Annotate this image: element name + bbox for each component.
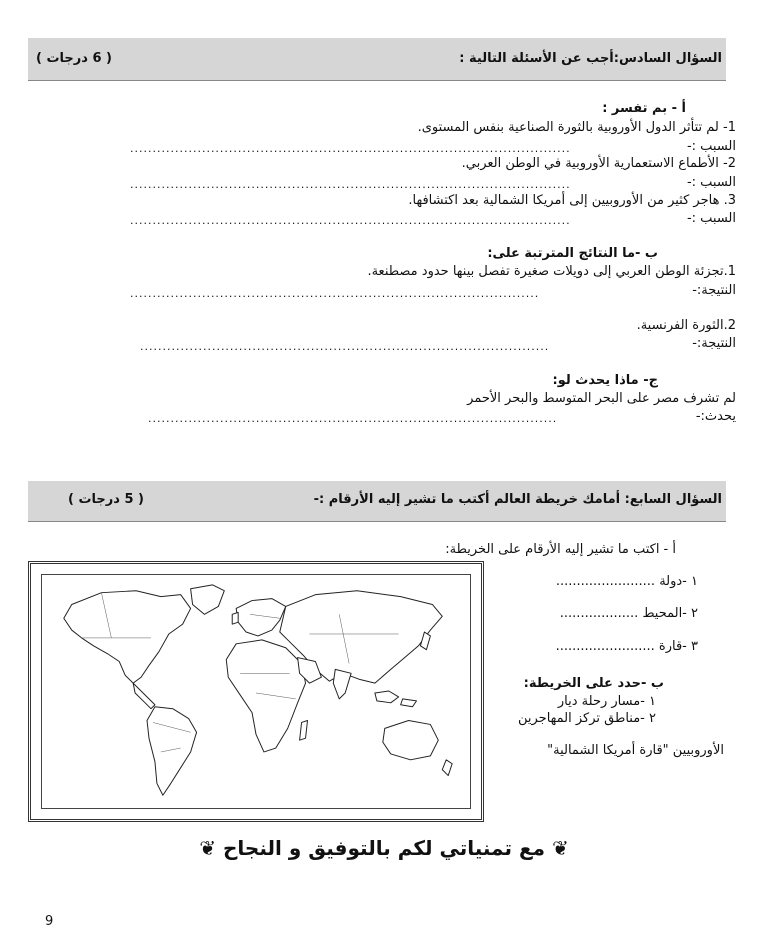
- answer-line[interactable]: ...........................................................................................: [140, 340, 550, 353]
- q7-b-item-2: ٢ -مناطق تركز المهاجرين: [517, 711, 656, 726]
- q6-b-item-1: 1.تجزئة الوطن العربي إلى دويلات صغيرة تفصل بينها حدود مصطنعة.: [367, 264, 736, 279]
- q7-header-band: [28, 481, 726, 522]
- flourish-icon: ❦: [551, 836, 569, 860]
- q6-a-item-1: 1- لم تتأثر الدول الأوروبية بالثورة الصناعية بنفس المستوى.: [417, 120, 736, 135]
- q6-b-result-1: النتيجة:-: [692, 283, 736, 298]
- q6-b-item-2: 2.الثورة الفرنسية.: [636, 318, 736, 333]
- q7-note: الأوروبيين "قارة أمريكا الشمالية": [547, 743, 724, 758]
- closing-wish-text: مع تمنياتي لكم بالتوفيق و النجاح: [222, 836, 545, 860]
- answer-line[interactable]: ...........................................................................................: [130, 287, 540, 300]
- q6-a-reason-1: السبب :-: [686, 139, 736, 154]
- q6-a-heading: أ - بم تفسر :: [602, 101, 686, 116]
- q6-b-result-2: النتيجة:-: [692, 336, 736, 351]
- q6-a-item-2: 2- الأطماع الاستعمارية الأوروبية في الوطن العربي.: [461, 156, 736, 171]
- q7-a-item-3-label: ٣ -قارة: [658, 639, 698, 654]
- page-number: 9: [45, 914, 54, 929]
- flourish-icon: ❦: [199, 836, 217, 860]
- q7-b-heading: ب -حدد على الخريطة:: [523, 676, 664, 691]
- q7-b-item-1: ١ -مسار رحلة ديار: [557, 694, 656, 709]
- q7-marks: ( 5 درجات ): [68, 492, 144, 507]
- world-map[interactable]: [42, 575, 470, 808]
- q7-a-item-1-label: ١ -دولة: [659, 574, 698, 589]
- answer-line[interactable]: ...........................................................................................: [148, 412, 558, 425]
- q6-b-heading: ب -ما النتائج المترتبة على:: [487, 246, 658, 261]
- answer-line[interactable]: ...................: [559, 606, 639, 621]
- q6-c-text: لم تشرف مصر على البحر المتوسط والبحر الأحمر: [467, 391, 736, 406]
- q6-a-reason-3: السبب :-: [686, 211, 736, 226]
- world-map-frame: [28, 561, 484, 822]
- q7-a-item-2-label: ٢ -المحيط: [642, 606, 698, 621]
- q6-c-heading: ج- ماذا يحدث لو:: [552, 373, 658, 388]
- q6-a-reason-2: السبب :-: [686, 175, 736, 190]
- answer-line[interactable]: ..................................................................................................: [130, 178, 571, 191]
- q7-title: السؤال السابع: أمامك خريطة العالم أكتب ما تشير إليه الأرقام :-: [313, 492, 722, 507]
- q6-a-item-3: 3. هاجر كثير من الأوروبيين إلى أمريكا الشمالية بعد اكتشافها.: [408, 193, 736, 208]
- q7-a-item-1[interactable]: [556, 574, 698, 589]
- q6-c-result: يحدث:-: [695, 409, 736, 424]
- q7-a-heading: أ - اكتب ما تشير إليه الأرقام على الخريطة:: [445, 542, 676, 557]
- answer-line[interactable]: ........................: [555, 574, 656, 589]
- q6-marks: ( 6 درجات ): [36, 51, 112, 66]
- q6-title: السؤال السادس:أجب عن الأسئلة التالية :: [459, 51, 722, 66]
- answer-line[interactable]: ..................................................................................................: [130, 214, 571, 227]
- answer-line[interactable]: ..................................................................................................: [130, 142, 571, 155]
- q7-a-item-2[interactable]: [560, 606, 698, 621]
- q6-header-band: [28, 38, 726, 81]
- closing-wish: [0, 836, 768, 860]
- q7-a-item-3[interactable]: [556, 639, 698, 654]
- answer-line[interactable]: ........................: [555, 639, 655, 654]
